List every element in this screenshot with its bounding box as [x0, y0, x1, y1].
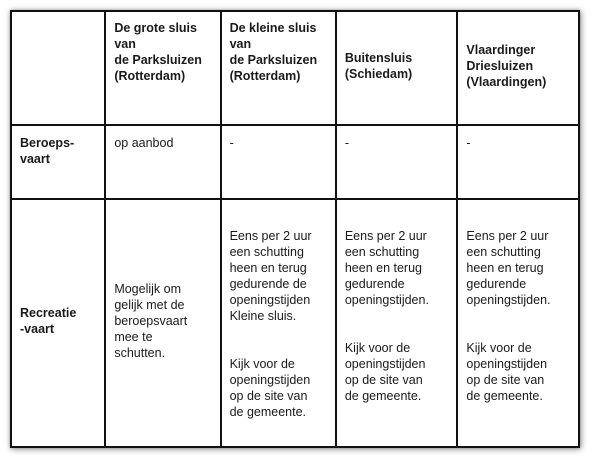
cell-recreatie-buitensluis-p2: Kijk voor de openingstijden op de site van de gemeente. [344, 341, 426, 403]
header-cell-empty [11, 11, 105, 125]
cell-recreatie-grote: Mogelijk om gelijk met de beroepsvaart mee te schutten. [114, 282, 188, 360]
header-empty-text [12, 12, 104, 24]
cell-beroep-buitensluis: - [344, 136, 350, 150]
table-cell [221, 125, 336, 199]
row-header-cell [11, 125, 105, 199]
table-row-beroepsvaart [11, 125, 579, 199]
cell-recreatie-kleine-p2: Kijk voor de openingstijden op de site van de gemeente. [229, 357, 311, 419]
header-grote-sluis: De grote sluis van de Parksluizen (Rotterdam) [114, 21, 202, 83]
table-cell [221, 199, 336, 447]
table-row-recreatievaart [11, 199, 579, 447]
header-cell-grote-sluis [105, 11, 220, 125]
table-cell [105, 125, 220, 199]
header-row [11, 11, 579, 125]
cell-recreatie-vlaardinger-p2: Kijk voor de openingstijden op de site van de gemeente. [466, 341, 548, 403]
table-cell [457, 199, 579, 447]
cell-beroep-kleine: - [229, 136, 234, 150]
row-header-recreatievaart: Recreatie -vaart [20, 306, 77, 336]
table-cell [105, 199, 220, 447]
table-cell [457, 125, 579, 199]
cell-recreatie-vlaardinger-p1: Eens per 2 uur een schutting heen en terug gedurende openingstijden. [466, 229, 551, 307]
header-cell-buitensluis [336, 11, 458, 125]
header-cell-vlaardinger [457, 11, 579, 125]
header-buitensluis: Buitensluis (Schiedam) [344, 51, 413, 81]
row-header-cell [11, 199, 105, 447]
cell-recreatie-kleine [222, 200, 335, 440]
cell-recreatie-buitensluis [337, 200, 457, 424]
cell-beroep-vlaardinger: - [466, 136, 471, 150]
header-vlaardinger: Vlaardinger Driesluizen (Vlaardingen) [466, 43, 547, 89]
cell-recreatie-vlaardinger [458, 200, 578, 424]
cell-recreatie-buitensluis-p1: Eens per 2 uur een schutting heen en terug gedurende openingstijden. [344, 229, 429, 307]
cell-recreatie-kleine-p1: Eens per 2 uur een schutting heen en terug gedurende de openingstijden Kleine sluis. [229, 229, 312, 323]
table-cell [336, 125, 458, 199]
table-cell [336, 199, 458, 447]
header-kleine-sluis: De kleine sluis van de Parksluizen (Rotterdam) [229, 21, 318, 83]
row-header-beroepsvaart: Beroeps- vaart [20, 136, 75, 166]
header-cell-kleine-sluis [221, 11, 336, 125]
cell-beroep-grote: op aanbod [114, 136, 174, 150]
sluizen-table [10, 10, 580, 448]
